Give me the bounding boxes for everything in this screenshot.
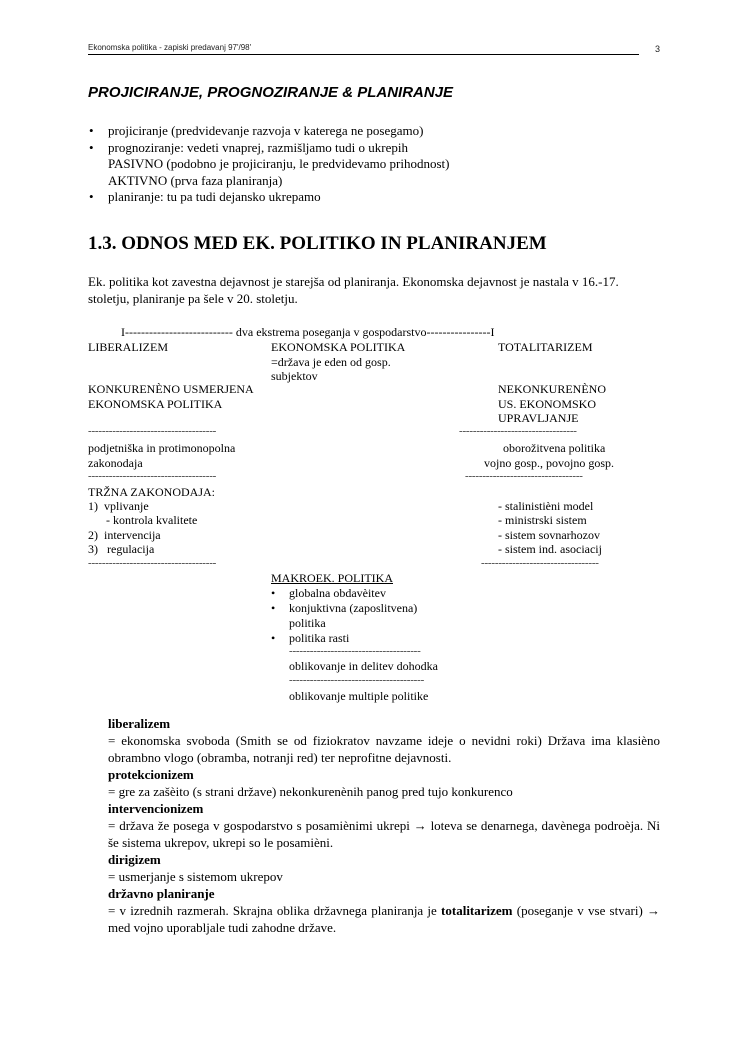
page-number: 3 — [655, 44, 661, 54]
macro-policy-list — [271, 586, 417, 646]
center-desc-line: subjektov — [271, 369, 318, 383]
macro-separator: -------------------------------------- — [289, 645, 421, 657]
right-block1-line: oborožitvena politika — [503, 441, 606, 455]
right-title: TOTALITARIZEM — [498, 340, 593, 354]
bullet-icon: • — [271, 601, 276, 615]
definition-term: protekcionizem — [108, 767, 194, 782]
left-separator: ------------------------------------- — [88, 470, 217, 482]
right-separator: ---------------------------------- — [465, 470, 583, 482]
center-title: EKONOMSKA POLITIKA — [271, 340, 406, 354]
definition-term: liberalizem — [108, 716, 171, 731]
definition-term: državno planiranje — [108, 886, 215, 901]
macro-after-line: oblikovanje multiple politike — [289, 689, 429, 703]
bullet-item: • projiciranje (predvidevanje razvoja v katerega ne posegamo) — [89, 123, 424, 138]
left-title: LIBERALIZEM — [88, 340, 168, 354]
definition-text: = država že posega v gospodarstvo s posamiènimi ukrepi → loteva se denarnega, davènega podroèja. Ni še sistema ukrepov, ukrepi so le posamièni. — [108, 818, 660, 850]
left-separator: ------------------------------------- — [88, 425, 217, 437]
definition-text: = gre za zašèito (s strani države) nekonkurenènih panog pred tujo konkurenco — [108, 784, 513, 799]
definition-text: = v izrednih razmerah. Skrajna oblika državnega planiranja je totalitarizem (poseganje v vse stvari) → med vojno uporabljale tudi zahodne države. — [108, 903, 660, 935]
emphasis-totalitarizem: totalitarizem — [441, 903, 513, 918]
macro-separator: --------------------------------------- — [289, 674, 425, 686]
left-subtitle-line: EKONOMSKA POLITIKA — [88, 397, 223, 411]
bullet-icon: • — [89, 123, 94, 138]
section1-bullet-list — [88, 123, 449, 206]
right-block2-item: - ministrski sistem — [498, 513, 587, 527]
left-separator: ------------------------------------- — [88, 557, 217, 569]
right-subtitle-line: NEKONKURENÈNO — [498, 382, 606, 396]
center-desc-line: =država je eden od gosp. — [271, 355, 391, 369]
macro-policy-title: MAKROEK. POLITIKA — [271, 571, 393, 585]
left-block2-item: - kontrola kvalitete — [88, 513, 198, 527]
definition-text: = usmerjanje s sistemom ukrepov — [108, 869, 283, 884]
right-block2-item: - stalinistièni model — [498, 499, 594, 513]
left-block2-item: 1) vplivanje — [88, 499, 149, 513]
left-block2-item: 2) intervencija — [88, 528, 161, 542]
right-subtitle-line: US. EKONOMSKO — [498, 397, 597, 411]
bullet-icon: • — [89, 139, 94, 155]
section-title-projiciranje: PROJICIRANJE, PROGNOZIRANJE & PLANIRANJE — [88, 84, 454, 101]
definitions-list — [108, 715, 660, 936]
left-block1-line: podjetniška in protimonopolna — [88, 441, 236, 455]
left-block2-title: TRŽNA ZAKONODAJA: — [88, 485, 215, 499]
definition-term: dirigizem — [108, 852, 161, 867]
left-block2-item: 3) regulacija — [88, 542, 155, 556]
right-separator: ---------------------------------- — [481, 557, 599, 569]
right-block2-item: - sistem ind. asociacij — [498, 542, 602, 556]
right-block2-item: - sistem sovnarhozov — [498, 528, 600, 542]
left-block1-line: zakonodaja — [88, 456, 143, 470]
extremes-range-line: I--------------------------- dva ekstrema poseganja v gospodarstvo----------------I — [121, 325, 495, 339]
bullet-icon: • — [89, 189, 94, 204]
header-rule — [88, 54, 639, 55]
bullet-icon: • — [271, 586, 276, 600]
intro-paragraph: Ek. politika kot zavestna dejavnost je starejša od planiranja. Ekonomska dejavnost je nastala v 16.-17. stoletju, planiranje pa šele v 20. stoletju. — [88, 274, 619, 306]
macro-policy-item: • globalna obdavèitev — [271, 586, 386, 600]
left-subtitle-line: KONKURENÈNO USMERJENA — [88, 382, 254, 396]
bullet-item: • planiranje: tu pa tudi dejansko ukrepamo — [89, 189, 321, 204]
macro-policy-item: • konjuktivna (zaposlitvena) politika — [271, 601, 418, 630]
right-separator: ---------------------------------- — [459, 425, 577, 437]
section-heading-1-3: 1.3. ODNOS MED EK. POLITIKO IN PLANIRANJEM — [88, 233, 547, 254]
bullet-icon: • — [271, 631, 276, 645]
running-header: Ekonomska politika - zapiski predavanj 97'/98' — [88, 43, 252, 52]
definition-text: = ekonomska svoboda (Smith se od fiziokratov navzame ideje o nevidni roki) Država ima klasièno obrambno vlogo (obramba, notranji red) ter neprofitne dejavnosti. — [108, 733, 660, 765]
definition-term: intervencionizem — [108, 801, 204, 816]
right-subtitle-line: UPRAVLJANJE — [498, 411, 579, 425]
macro-after-line: oblikovanje in delitev dohodka — [289, 659, 438, 673]
bullet-item: • prognoziranje: vedeti vnaprej, razmišljamo tudi o ukrepih PASIVNO (podobno je projiciranju, le predvidevamo prihodnost) AKTIVNO (prva faza planiranja) — [89, 139, 450, 188]
right-block1-line: vojno gosp., povojno gosp. — [484, 456, 615, 470]
macro-policy-item: • politika rasti — [271, 631, 350, 645]
